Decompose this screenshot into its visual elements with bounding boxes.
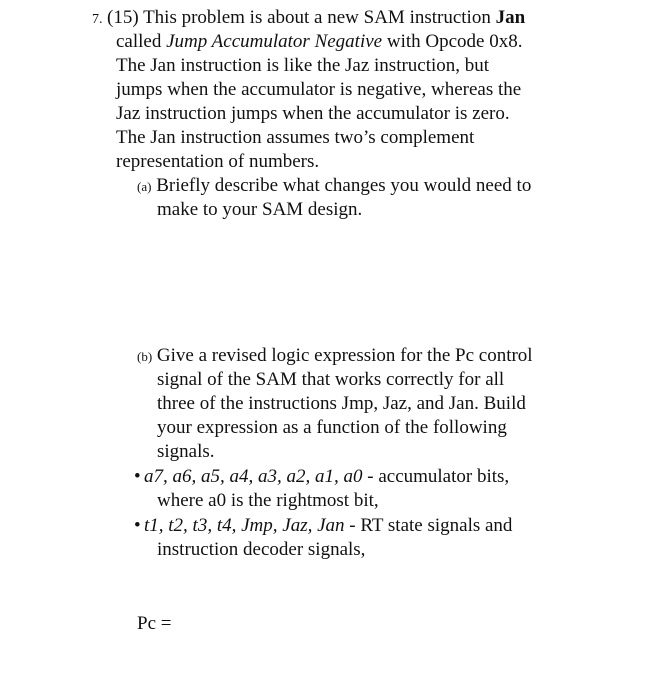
intro-line-3: The Jan instruction is like the Jaz instruction, but	[116, 55, 490, 76]
problem-number: 7.	[92, 12, 103, 27]
part-b-line-3: three of the instructions Jmp, Jaz, and Jan. Build	[157, 393, 526, 414]
instruction-name: Jan	[495, 7, 526, 28]
bullet-1-desc: - accumulator bits,	[362, 466, 510, 487]
part-b-line-1	[137, 344, 533, 369]
intro-line-2	[116, 30, 522, 54]
instruction-full-name: Jump Accumulator Negative	[166, 31, 383, 52]
bullet-2-marker: •	[134, 515, 141, 536]
part-b-line-1-text: Give a revised logic expression for the Pc control	[152, 345, 533, 366]
pc-answer-label: Pc =	[137, 613, 172, 634]
intro-line-1	[107, 6, 525, 30]
part-b-line-2: signal of the SAM that works correctly for all	[157, 369, 505, 390]
part-a-line-2: make to your SAM design.	[157, 199, 363, 220]
bullet-1-line-2: where a0 is the rightmost bit,	[157, 490, 379, 511]
part-b-line-4: your expression as a function of the following	[157, 417, 507, 438]
intro-line-2-post: with Opcode 0x8.	[382, 31, 523, 52]
intro-line-4: jumps when the accumulator is negative, whereas the	[116, 79, 522, 100]
bullet-1-marker: •	[134, 466, 141, 487]
accumulator-bits: a7, a6, a5, a4, a3, a2, a1, a0	[144, 466, 363, 487]
bullet-2-line-2: instruction decoder signals,	[157, 539, 366, 560]
intro-line-1-text: This problem is about a new SAM instruction	[138, 7, 496, 28]
part-b-label: (b)	[137, 349, 153, 364]
bullet-1-line-1	[144, 465, 509, 489]
intro-line-6: The Jan instruction assumes two’s complement	[116, 127, 475, 148]
bullet-2-desc: - RT state signals and	[344, 515, 513, 536]
bullet-2-line-1	[144, 514, 512, 538]
state-signals: t1, t2, t3, t4, Jmp, Jaz, Jan	[144, 515, 345, 536]
part-a-line-1-text: Briefly describe what changes you would need to	[151, 175, 532, 196]
part-b-line-5: signals.	[157, 441, 215, 462]
intro-line-5: Jaz instruction jumps when the accumulator is zero.	[116, 103, 510, 124]
part-a-line-1	[137, 174, 531, 199]
intro-line-2-pre: called	[116, 31, 167, 52]
intro-line-7: representation of numbers.	[116, 151, 320, 172]
points-label: (15)	[107, 7, 139, 28]
part-a-label: (a)	[137, 179, 152, 194]
